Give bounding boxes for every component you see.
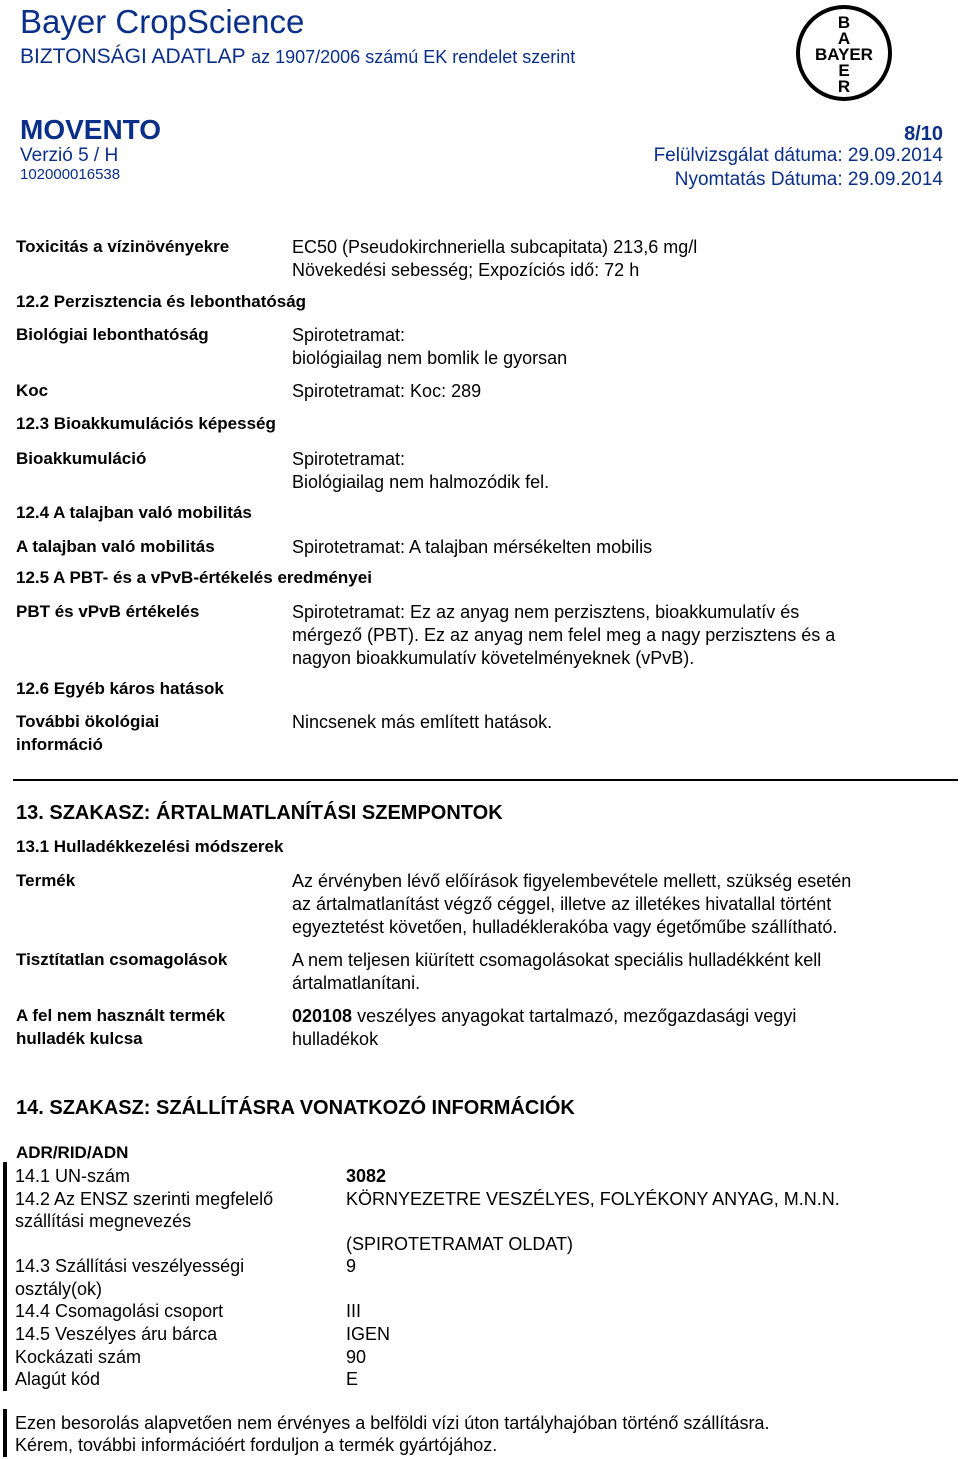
env-hazard-label: 14.5 Veszélyes áru bárca [15, 1324, 218, 1344]
packing-group-value: III [346, 1301, 362, 1321]
pbt-value-line3: nagyon bioakkumulatív követelményeknek (vPvB). [292, 648, 695, 668]
mobility-value: Spirotetramat: A talajban mérsékelten mobilis [292, 537, 653, 557]
packaging-label: Tisztítatlan csomagolások [16, 950, 228, 969]
product-value-line1: Az érvényben lévő előírások figyelembevétele mellett, szükség esetén [292, 871, 852, 891]
section-divider [13, 779, 958, 781]
heading-13-1: 13.1 Hulladékkezelési módszerek [16, 837, 284, 856]
hazard-class-label-line2: osztály(ok) [15, 1279, 103, 1299]
table-left-border [3, 1162, 7, 1391]
version: Verzió 5 / H [20, 145, 119, 166]
bioacc-value-line1: Spirotetramat: [292, 449, 406, 469]
section-14-title: 14. SZAKASZ: SZÁLLÍTÁSRA VONATKOZÓ INFORMÁCIÓK [16, 1097, 575, 1119]
risk-number-label: Kockázati szám [15, 1347, 142, 1367]
waste-key-value-line1 [292, 1005, 796, 1027]
pbt-label: PBT és vPvB értékelés [16, 602, 200, 621]
waste-key-label-line2: hulladék kulcsa [16, 1029, 143, 1048]
hazard-class-value: 9 [346, 1256, 357, 1276]
note-left-border [3, 1409, 7, 1457]
waste-key-text: veszélyes anyagokat tartalmazó, mezőgazdasági vegyi [352, 1006, 797, 1026]
mobility-label: A talajban való mobilitás [16, 537, 215, 556]
company-name: Bayer CropScience [20, 3, 305, 40]
revision-date: Felülvizsgálat dátuma: 29.09.2014 [653, 145, 943, 166]
product-value-line3: egyeztetést követően, hulladéklerakóba vagy égetőműbe szállítható. [292, 917, 838, 937]
product-value-line2: az ártalmatlanítást végző céggel, illetve az illetékes hivatallal történt [292, 894, 832, 914]
shipping-name-label-line1: 14.2 Az ENSZ szerinti megfelelő [15, 1189, 274, 1209]
waste-key-value-line2: hulladékok [292, 1029, 379, 1049]
logo-letter-r: R [837, 77, 851, 96]
risk-number-value: 90 [346, 1347, 367, 1367]
adr-heading: ADR/RID/ADN [16, 1143, 129, 1162]
logo-word-bayer: BAYER [815, 45, 873, 64]
pbt-value-line1: Spirotetramat: Ez az anyag nem perzisztens, bioakkumulatív és [292, 602, 800, 622]
bioacc-label: Bioakkumuláció [16, 449, 147, 468]
packing-group-label: 14.4 Csomagolási csoport [15, 1301, 224, 1321]
sheet-title-prefix: BIZTONSÁGI ADATLAP [20, 45, 246, 68]
print-date: Nyomtatás Dátuma: 29.09.2014 [674, 169, 943, 190]
biodeg-value-line2: biológiailag nem bomlik le gyorsan [292, 348, 568, 368]
other-effects-label-line2: információ [16, 735, 103, 754]
doc-number: 102000016538 [20, 166, 121, 183]
heading-12-2: 12.2 Perzisztencia és lebonthatóság [16, 292, 307, 311]
un-number-label: 14.1 UN-szám [15, 1166, 131, 1186]
sheet-title-suffix: az 1907/2006 számú EK rendelet szerint [251, 47, 576, 67]
page-number: 8/10 [904, 123, 943, 145]
biodeg-label: Biológiai lebonthatóság [16, 325, 209, 344]
heading-12-6: 12.6 Egyéb káros hatások [16, 679, 224, 698]
biodeg-value-line1: Spirotetramat: [292, 325, 406, 345]
shipping-name-label-line2: szállítási megnevezés [15, 1211, 192, 1231]
hazard-class-label-line1: 14.3 Szállítási veszélyességi [15, 1256, 245, 1276]
product-label: Termék [16, 871, 76, 890]
bayer-cross-logo [795, 4, 893, 102]
logo-letter-e: E [838, 61, 850, 80]
tunnel-code-label: Alagút kód [15, 1369, 101, 1389]
logo-letter-a: A [837, 29, 851, 48]
tox-value-line1: EC50 (Pseudokirchneriella subcapitata) 213,6 mg/l [292, 237, 698, 257]
packaging-value-line1: A nem teljesen kiürített csomagolásokat speciális hulladékként kell [292, 950, 822, 970]
heading-12-4: 12.4 A talajban való mobilitás [16, 503, 252, 522]
section-13-title: 13. SZAKASZ: ÁRTALMATLANÍTÁSI SZEMPONTOK [16, 802, 503, 824]
heading-12-3: 12.3 Bioakkumulációs képesség [16, 414, 276, 433]
tox-value-line2: Növekedési sebesség; Expozíciós idő: 72 h [292, 260, 640, 280]
waste-key-label-line1: A fel nem használt termék [16, 1006, 226, 1025]
transport-note-line1: Ezen besorolás alapvetően nem érvényes a belföldi vízi úton tartályhajóban történő szállításra. [15, 1413, 770, 1433]
koc-value: Spirotetramat: Koc: 289 [292, 381, 482, 401]
tox-label: Toxicitás a vízinövényekre [16, 237, 230, 256]
sheet-title [20, 44, 575, 70]
logo-letter-b-top: B [837, 13, 851, 32]
shipping-name-value-line2: (SPIROTETRAMAT OLDAT) [346, 1234, 574, 1254]
transport-note-line2: Kérem, további információért forduljon a termék gyártójához. [15, 1435, 498, 1455]
product-name: MOVENTO [20, 114, 162, 145]
koc-label: Koc [16, 381, 49, 400]
pbt-value-line2: mérgező (PBT). Ez az anyag nem felel meg a nagy perzisztens és a [292, 625, 836, 645]
heading-12-5: 12.5 A PBT- és a vPvB-értékelés eredményei [16, 568, 372, 587]
shipping-name-value-line1: KÖRNYEZETRE VESZÉLYES, FOLYÉKONY ANYAG, M.N.N. [346, 1189, 840, 1209]
bioacc-value-line2: Biológiailag nem halmozódik fel. [292, 472, 550, 492]
packaging-value-line2: ártalmatlanítani. [292, 973, 421, 993]
tunnel-code-value: E [346, 1369, 359, 1389]
other-effects-label-line1: További ökológiai [16, 712, 160, 731]
other-effects-value: Nincsenek más említett hatások. [292, 712, 553, 732]
un-number-value: 3082 [346, 1166, 387, 1186]
env-hazard-value: IGEN [346, 1324, 391, 1344]
waste-key-code: 020108 [292, 1006, 353, 1026]
